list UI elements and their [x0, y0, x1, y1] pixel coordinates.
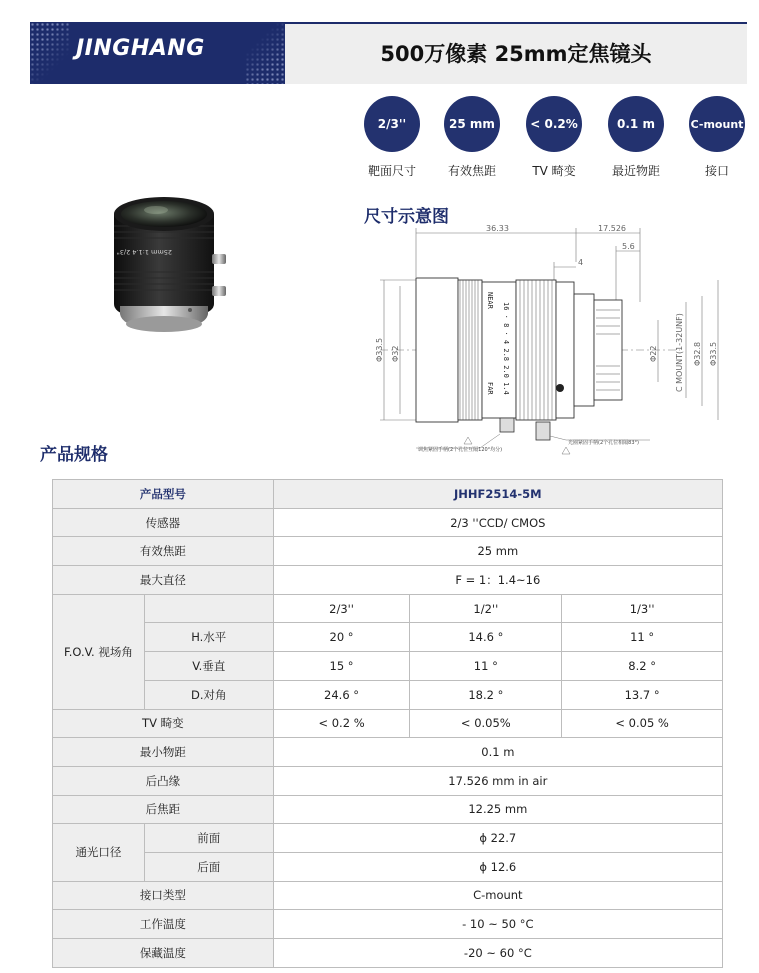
ring-text-fnumbers: 16 · 8 · 4 2.8 2.0 1.4: [502, 302, 510, 395]
cell-value: 24.6 °: [273, 680, 410, 709]
dim-phi-22: Φ22: [649, 345, 658, 362]
row-label: 通光口径: [53, 824, 145, 881]
table-row: [53, 852, 723, 881]
dim-5-6: 5.6: [622, 242, 635, 251]
table-row: [53, 652, 723, 681]
row-label: 接口类型: [53, 881, 274, 910]
table-row: [53, 709, 723, 738]
page-title: 500万像素 25mm定焦镜头: [380, 42, 652, 66]
cell-value: 13.7 °: [562, 680, 723, 709]
sub-row-label: H.水平: [144, 623, 273, 652]
table-row: [53, 795, 723, 824]
row-value: ϕ 12.6: [273, 852, 722, 881]
table-row: [53, 824, 723, 853]
page-header: [30, 22, 747, 84]
badge-caption: 靶面尺寸: [367, 164, 416, 178]
fov-col-header: 1/2'': [410, 594, 562, 623]
row-value: F = 1：1.4~16: [273, 566, 722, 595]
cell-value: 11 °: [410, 652, 562, 681]
row-value: ϕ 22.7: [273, 824, 722, 853]
fov-col-header: 1/3'': [562, 594, 723, 623]
cell-value: 11 °: [562, 623, 723, 652]
row-value: 2/3 ''CCD/ CMOS: [273, 508, 722, 537]
row-label: 后凸缘: [53, 766, 274, 795]
ring-text-far: FAR: [486, 382, 494, 395]
dimension-drawing-title: 尺寸示意图: [364, 207, 449, 227]
badge-value: 25 mm: [444, 96, 500, 152]
table-row: [53, 594, 723, 623]
dim-4: 4: [578, 258, 584, 267]
row-label: 后焦距: [53, 795, 274, 824]
table-row: [53, 680, 723, 709]
row-value: C-mount: [273, 881, 722, 910]
row-label: 最大直径: [53, 566, 274, 595]
row-label: 工作温度: [53, 910, 274, 939]
table-row: [53, 766, 723, 795]
dim-flange: 17.526: [598, 224, 626, 233]
row-label: TV 畸变: [53, 709, 274, 738]
cell-value: 15 °: [273, 652, 410, 681]
dim-length: 36.33: [486, 224, 509, 233]
logo-dot-pattern: [245, 22, 285, 84]
row-label: 产品型号: [53, 480, 274, 509]
sub-row-label: 后面: [144, 852, 273, 881]
badge-focal-length: [440, 96, 504, 179]
cell-value: < 0.2 %: [273, 709, 410, 738]
table-row: [53, 881, 723, 910]
table-row: [53, 910, 723, 939]
dim-phi-33-5-right: Φ33.5: [709, 341, 718, 366]
key-spec-badges: [360, 96, 750, 186]
row-label: 传感器: [53, 508, 274, 537]
row-label: F.O.V. 视场角: [53, 594, 145, 709]
logo-dot-pattern: [30, 22, 70, 84]
table-row: [53, 738, 723, 767]
table-row: [53, 566, 723, 595]
cell-value: 14.6 °: [410, 623, 562, 652]
table-row: [53, 623, 723, 652]
ring-text-near: NEAR: [486, 292, 494, 309]
badge-value: < 0.2%: [526, 96, 582, 152]
table-row: [53, 537, 723, 566]
cell-value: 20 °: [273, 623, 410, 652]
badge-value: 2/3'': [364, 96, 420, 152]
row-value: 25 mm: [273, 537, 722, 566]
sub-row-label: D.对角: [144, 680, 273, 709]
model-number: JHHF2514-5M: [273, 480, 722, 509]
brand-name: JINGHANG: [76, 36, 205, 61]
spec-table: [52, 479, 723, 968]
brand-logo: [30, 22, 285, 84]
cell-value: 8.2 °: [562, 652, 723, 681]
title-band: [285, 22, 747, 84]
cell-value: 18.2 °: [410, 680, 562, 709]
badge-distortion: [522, 96, 586, 179]
dimension-drawing: [360, 222, 730, 462]
cell-value: < 0.05%: [410, 709, 562, 738]
badge-value: C-mount: [689, 96, 745, 152]
dim-c-mount: C MOUNT(1-32UNF): [675, 313, 684, 392]
badge-mount: [685, 96, 749, 179]
row-value: 17.526 mm in air: [273, 766, 722, 795]
lens-product-photo: [100, 186, 250, 344]
table-row: [53, 508, 723, 537]
spec-section-title: 产品规格: [40, 445, 108, 465]
badge-caption: TV 畸变: [532, 164, 576, 178]
row-label: 有效焦距: [53, 537, 274, 566]
badge-sensor-size: [360, 96, 424, 179]
cell-value: < 0.05 %: [562, 709, 723, 738]
dim-phi-32-8: Φ32.8: [693, 341, 702, 366]
row-value: - 10 ~ 50 °C: [273, 910, 722, 939]
row-value: -20 ~ 60 °C: [273, 939, 722, 968]
row-label: 保藏温度: [53, 939, 274, 968]
table-row: [53, 939, 723, 968]
empty-cell: [144, 594, 273, 623]
badge-caption: 最近物距: [611, 164, 660, 178]
fov-col-header: 2/3'': [273, 594, 410, 623]
sub-row-label: 前面: [144, 824, 273, 853]
row-value: 12.25 mm: [273, 795, 722, 824]
table-row: [53, 480, 723, 509]
badge-caption: 接口: [704, 164, 729, 178]
row-value: 0.1 m: [273, 738, 722, 767]
badge-value: 0.1 m: [608, 96, 664, 152]
dim-phi-33-5-left: Φ33.5: [375, 337, 384, 362]
row-label: 最小物距: [53, 738, 274, 767]
sub-row-label: V.垂直: [144, 652, 273, 681]
badge-caption: 有效焦距: [447, 164, 496, 178]
note-focus-lock: 调焦紧固手柄(2个孔位互隔120°均分): [418, 447, 503, 453]
badge-min-object-distance: [604, 96, 668, 179]
note-iris-lock: 光圈紧固手柄(2个孔位相隔83°): [568, 440, 639, 446]
dim-phi-32-left: Φ32: [391, 345, 400, 362]
lens-engraving: 25mm 1:1.4 2/3": [116, 248, 172, 256]
